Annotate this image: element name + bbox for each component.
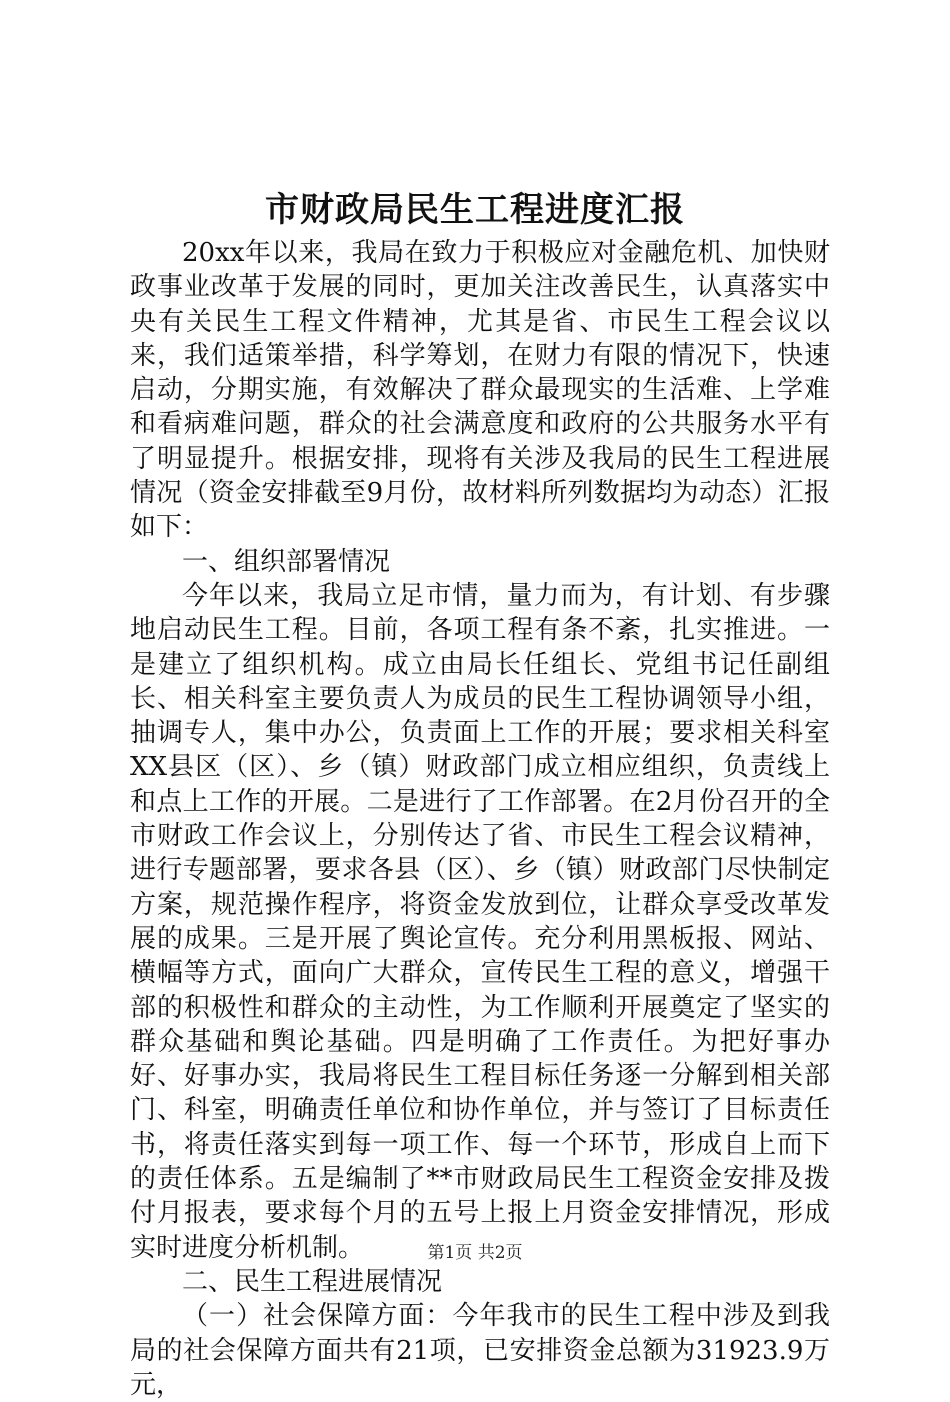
page-footer: 第1页 共2页 bbox=[427, 1243, 523, 1263]
section-heading-progress: 二、民生工程进展情况 bbox=[182, 1266, 443, 1297]
paragraph-social-security: （一）社会保障方面：今年我市的民生工程中涉及到我局的社会保障方面共有21项，已安排资金总额为31923.9万元， bbox=[130, 1301, 830, 1400]
paragraph-organization: 今年以来，我局立足市情，量力而为，有计划、有步骤地启动民生工程。目前，各项工程有条不紊，扎实推进。一是建立了组织机构。成立由局长任组长、党组书记任副组长、相关科室主要负责人为成员的民生工程协调领导小组，抽调专人，集中办公，负责面上工作的开展；要求相关科室XX县区（区）、乡（镇）财政部门成立相应组织，负责线上和点上工作的开展。二是进行了工作部署。在2月份召开的全市财政工作会议上，分别传达了省、市民生工程会议精神，进行专题部署，要求各县（区）、乡（镇）财政部门尽快制定方案，规范操作程序，将资金发放到位，让群众享受改革发展的成果。三是开展了舆论宣传。充分利用黑板报、网站、横幅等方式，面向广大群众，宣传民生工程的意义，增强干部的积极性和群众的主动性，为工作顺利开展奠定了坚实的群众基础和舆论基础。四是明确了工作责任。为把好事办好、好事办实，我局将民生工程目标任务逐一分解到相关部门、科室，明确责任单位和协作单位，并与签订了目标责任书，将责任落实到每一项工作、每一个环节，形成自上而下的责任体系。五是编制了**市财政局民生工程资金安排及拨付月报表，要求每个月的五号上报上月资金安排情况，形成实时进度分析机制。 bbox=[130, 580, 830, 1263]
document-body bbox=[130, 236, 830, 1402]
paragraph-intro: 20xx年以来，我局在致力于积极应对金融危机、加快财政事业改革于发展的同时，更加关注改善民生，认真落实中央有关民生工程文件精神，尤其是省、市民生工程会议以来，我们适策举措，科学筹划，在财力有限的情况下，快速启动，分期实施，有效解决了群众最现实的生活难、上学难和看病难问题，群众的社会满意度和政府的公共服务水平有了明显提升。根据安排，现将有关涉及我局的民生工程进展情况（资金安排截至9月份，故材料所列数据均为动态）汇报如下： bbox=[130, 238, 830, 543]
document-title: 市财政局民生工程进度汇报 bbox=[265, 190, 685, 230]
section-heading-organization: 一、组织部署情况 bbox=[182, 546, 391, 577]
